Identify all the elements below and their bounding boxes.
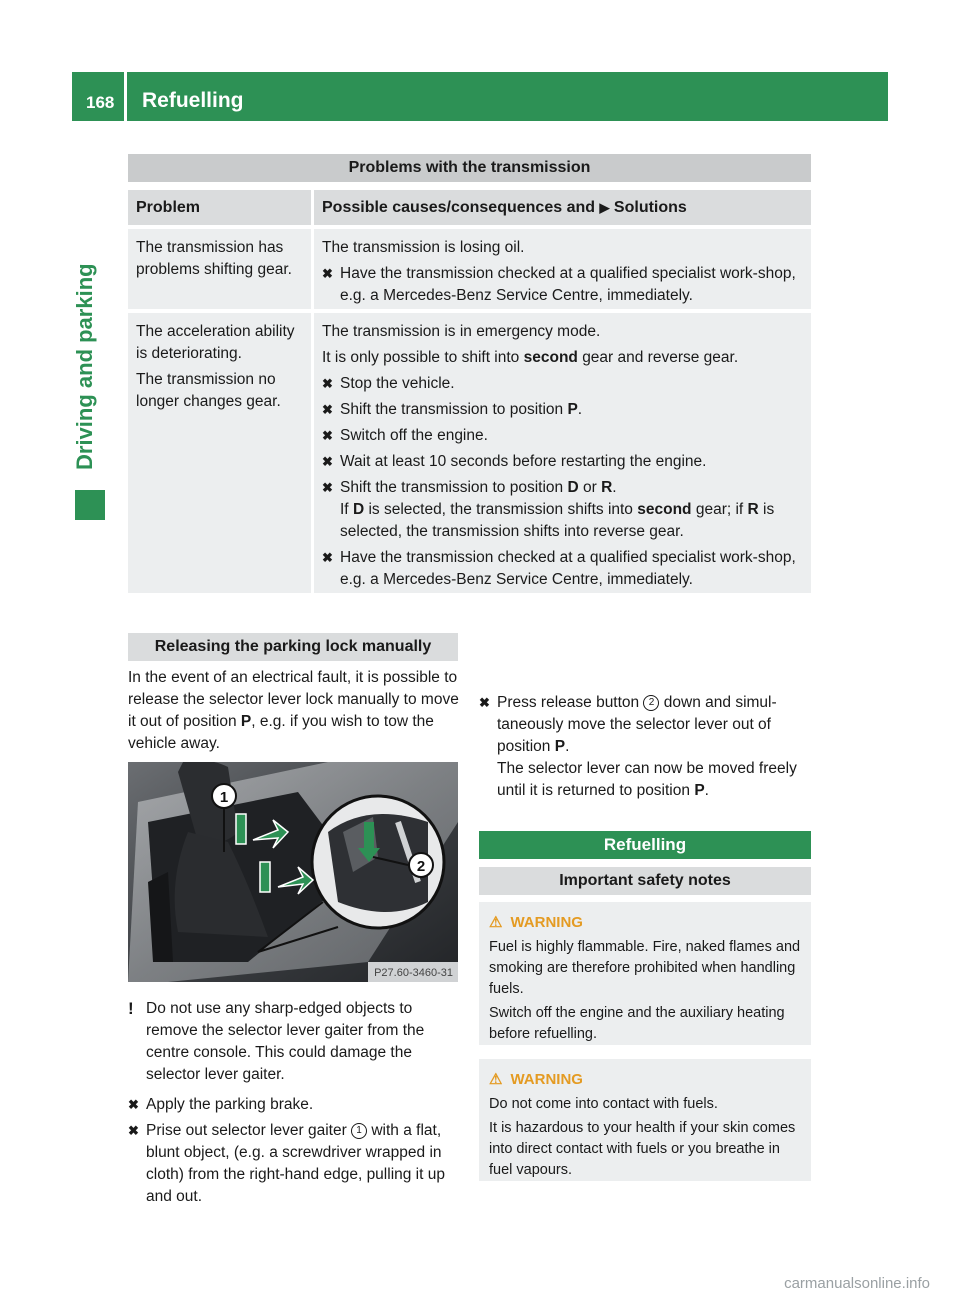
bullet-arrow-icon: ✖ <box>322 376 333 391</box>
warning-triangle-icon: ⚠ <box>489 1071 503 1088</box>
bullet-arrow-icon: ✖ <box>322 480 333 495</box>
caution-note: ! Do not use any sharp-edged objects to remove the selector lever gaiter from the centre console. This could damage the selector lever gaiter. <box>128 999 425 1083</box>
list-item: ✖ Wait at least 10 seconds before restarting the engine. <box>322 451 803 473</box>
side-tab-label: Driving and parking <box>72 263 97 470</box>
warning-triangle-icon: ⚠ <box>489 914 503 931</box>
section-heading-refuelling: Refuelling <box>479 831 811 859</box>
bullet-arrow-icon: ✖ <box>322 428 333 443</box>
list-item: ✖ Prise out selector lever gaiter 1 with a flat, blunt object, (e.g. a screwdriver wrapped in cloth) from the right-hand edge, pulling it up and out. <box>128 1122 445 1205</box>
callout-1: 1 <box>219 789 229 806</box>
bullet-arrow-icon: ✖ <box>322 550 333 565</box>
intro-paragraph: In the event of an electrical fault, it is possible to release the selector lever lock manually to move it out of position P, e.g. if you wish to tow the vehicle away. <box>128 669 459 752</box>
callout-2: 2 <box>416 858 426 875</box>
page-number: 168 <box>86 93 115 112</box>
selector-lever-illustration <box>128 762 458 982</box>
table-cell-solution: The transmission is losing oil. ✖ Have the transmission checked at a qualified specialist work-shop, e.g. a Mercedes-Benz Service Centre, immediately. <box>314 229 811 309</box>
section-heading: Releasing the parking lock manually <box>128 633 458 661</box>
table-header-problem: Problem <box>128 190 311 225</box>
subsection-heading: Important safety notes <box>479 867 811 895</box>
table-title: Problems with the transmission <box>128 154 811 182</box>
bullet-arrow-icon: ✖ <box>322 454 333 469</box>
table-cell-problem: The acceleration ability is deteriorating. The transmission no longer changes gear. <box>128 313 311 593</box>
arrow-icon: ▶ <box>599 200 610 215</box>
list-item: ✖ Switch off the engine. <box>322 425 803 447</box>
table-cell-solution: The transmission is in emergency mode. It is only possible to shift into second gear and reverse gear. ✖ Stop the vehicle. ✖ Shift the transmission to position P. ✖ Switch off the engine. ✖ Wait at least 10 seconds before restarting the engine. ✖ Shift the transmission to position D or R. If D is selected, the transmission shifts into second gear; if R is selected, the transmission shifts into reverse gear. ✖ Have the transmission checked at a qualified specialist work-shop, e.g. a Mercedes-Benz Service Centre, immediately. <box>314 313 811 593</box>
bullet-arrow-icon: ✖ <box>479 695 490 710</box>
warning-box: ⚠ WARNING Do not come into contact with fuels. It is hazardous to your health if your skin comes into direct contact with fuels or you breathe in fuel vapours. <box>479 1059 811 1181</box>
callout-1-icon: 1 <box>351 1123 367 1139</box>
caution-icon: ! <box>128 999 134 1018</box>
table-header-solutions: Possible causes/consequences and ▶ Solutions <box>314 190 811 225</box>
list-item: ✖ Press release button 2 down and simul-taneously move the selector lever out of position P. The selector lever can now be moved freely until it is returned to position P. <box>479 694 797 799</box>
list-item: ✖ Have the transmission checked at a qualified specialist work-shop, e.g. a Mercedes-Benz Service Centre, immediately. <box>322 549 796 588</box>
table-cell-problem: The transmission has problems shifting gear. <box>128 229 311 309</box>
list-item: ✖ Shift the transmission to position P. <box>322 399 803 421</box>
bullet-arrow-icon: ✖ <box>128 1123 139 1138</box>
side-tab-marker <box>75 490 105 520</box>
callout-2-icon: 2 <box>643 695 659 711</box>
steps-list <box>128 1094 461 1212</box>
bullet-arrow-icon: ✖ <box>322 402 333 417</box>
footer-watermark: carmanualsonline.info <box>784 1275 930 1292</box>
warning-box: ⚠ WARNING Fuel is highly flammable. Fire, naked flames and smoking are therefore prohibited when handling fuels. Switch off the engine and the auxiliary heating before refuelling. <box>479 902 811 1045</box>
list-item: ✖ Stop the vehicle. <box>322 373 803 395</box>
bullet-arrow-icon: ✖ <box>128 1097 139 1112</box>
list-item: ✖ Shift the transmission to position D or R. If D is selected, the transmission shifts into second gear; if R is selected, the transmission shifts into reverse gear. <box>322 479 775 540</box>
list-item: ✖ Apply the parking brake. <box>128 1094 461 1116</box>
header-title: Refuelling <box>142 89 244 112</box>
image-code: P27.60-3460-31 <box>374 967 453 979</box>
steps-list-continued <box>479 632 814 806</box>
list-item: ✖ Have the transmission checked at a qualified specialist work-shop, e.g. a Mercedes-Benz Service Centre, immediately. <box>322 265 796 304</box>
bullet-arrow-icon: ✖ <box>322 266 333 281</box>
